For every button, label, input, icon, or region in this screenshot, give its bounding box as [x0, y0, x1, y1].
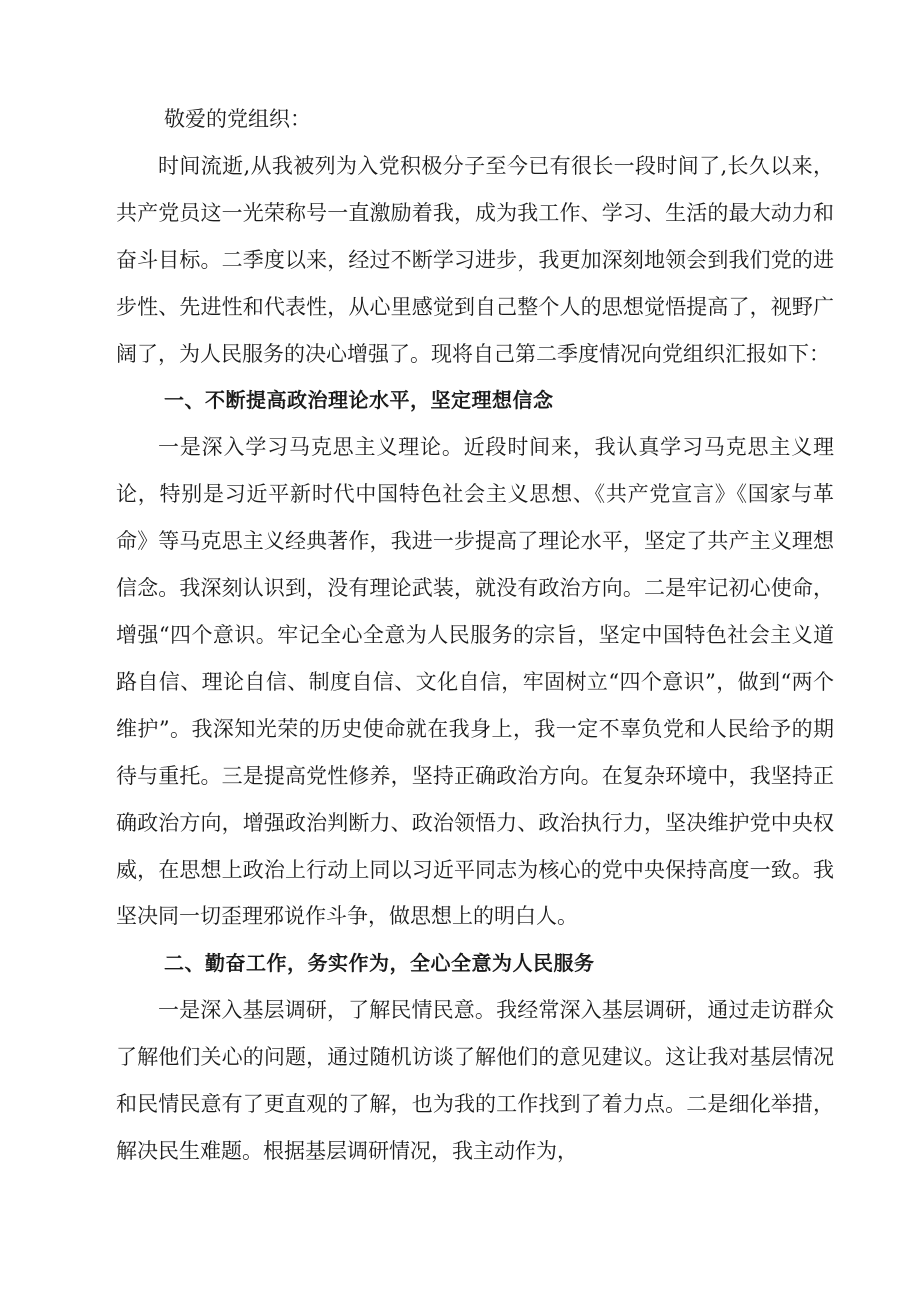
salutation: 敬爱的党组织： [164, 107, 311, 131]
section-body-1: 一是深入学习马克思主义理论。近段时间来，我认真学习马克思主义理论，特别是习近平新时代中国特色社会主义思想、《共产党宣言》《国家与革命》等马克思主义经典著作，我进一步提高了理论水平，坚定了共产主义理想信念。我深刻认识到，没有理论武装，就没有政治方向。二是牢记初心使命，增强“四个意识。牢记全心全意为人民服务的宗旨，坚定中国特色社会主义道路自信、理论自信、制度自信、文化自信，牢固树立“四个意识”，做到“两个维护”。我深知光荣的历史使命就在我身上，我一定不辜负党和人民给予的期待与重托。三是提高党性修养，坚持正确政治方向。在复杂环境中，我坚持正确政治方向，增强政治判断力、政治领悟力、政治执行力，坚决维护党中央权威，在思想上政治上行动上同以习近平同志为核心的党中央保持高度一致。我坚决同一切歪理邪说作斗争，做思想上的明白人。 [116, 435, 834, 929]
section-heading-2: 二、勤奋工作，务实作为，全心全意为人民服务 [164, 951, 595, 976]
section-body-2: 一是深入基层调研，了解民情民意。我经常深入基层调研，通过走访群众了解他们关心的问题，通过随机访谈了解他们的意见建议。这让我对基层情况和民情民意有了更直观的了解，也为我的工作找到了着力点。二是细化举措，解决民生难题。根据基层调研情况，我主动作为， [116, 998, 834, 1163]
intro-paragraph: 时间流逝,从我被列为入党积极分子至今已有很长一段时间了,长久以来，共产党员这一光荣称号一直激励着我，成为我工作、学习、生活的最大动力和奋斗目标。二季度以来，经过不断学习进步，我更加深刻地领会到我们党的进步性、先进性和代表性，从心里感觉到自己整个人的思想觉悟提高了，视野广阔了，为人民服务的决心增强了。现将自己第二季度情况向党组织汇报如下： [116, 153, 834, 366]
document-page [116, 96, 834, 1175]
section-heading-1: 一、不断提高政治理论水平，坚定理想信念 [164, 388, 554, 413]
